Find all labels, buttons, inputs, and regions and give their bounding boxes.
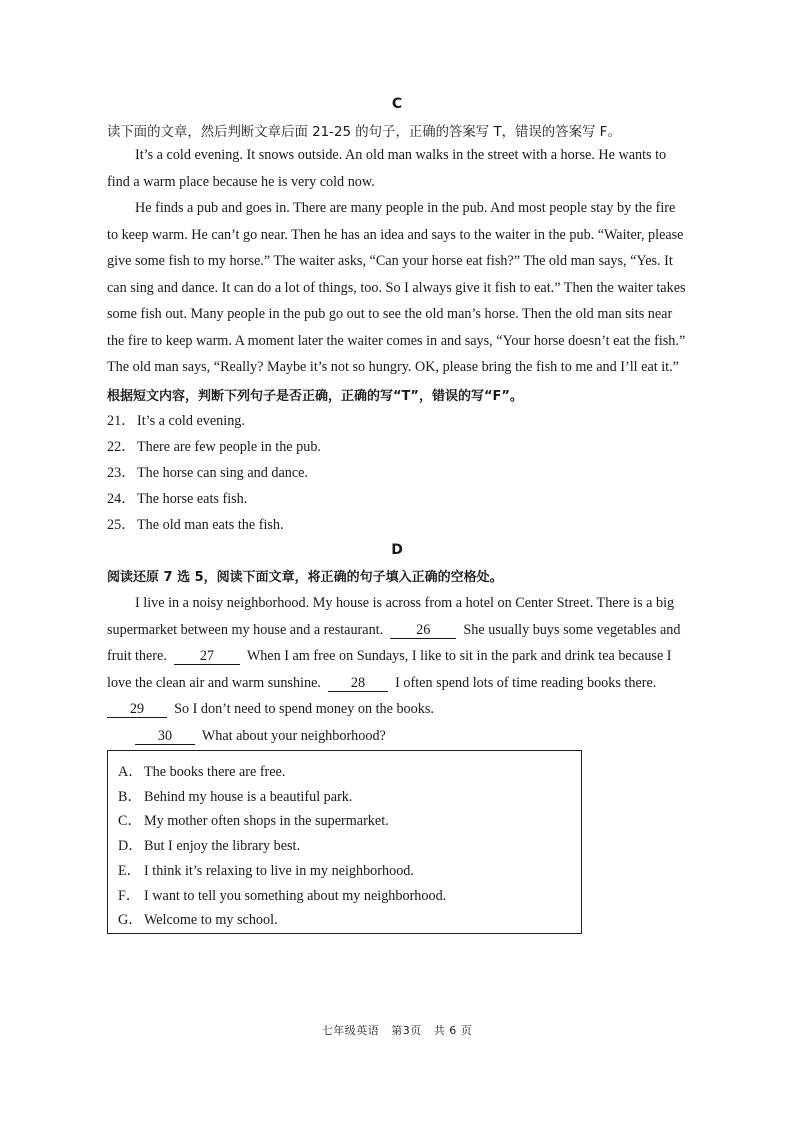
option-e: E． I think it’s relaxing to live in my neighborhood.: [118, 863, 414, 879]
passage-line: love the clean air and warm sunshine. 28 I often spend lots of time reading books there.: [107, 674, 657, 691]
passage-line: It’s a cold evening. It snows outside. An old man walks in the street with a horse. He wants to: [135, 147, 667, 163]
passage-line: some fish out. Many people in the pub go out to see the old man’s horse. Then the old man sits near: [107, 306, 673, 322]
passage-line: supermarket between my house and a restaurant. 26 She usually buys some vegetables and: [107, 621, 681, 638]
passage-line: to keep warm. He can’t go near. Then he has an idea and says to the waiter in the pub. “Waiter, please: [107, 226, 684, 243]
passage-line: I live in a noisy neighborhood. My house is across from a hotel on Center Street. There is a big: [135, 595, 675, 611]
question-25: 25． The old man eats the fish.: [107, 517, 284, 533]
passage-line: He finds a pub and goes in. There are many people in the pub. And most people stay by the fire: [135, 200, 676, 216]
option-a: A． The books there are free.: [118, 764, 286, 780]
footer-subject: 七年级英语: [321, 1024, 380, 1037]
answer-blank-30[interactable]: 30: [135, 728, 195, 745]
question-22: 22． There are few people in the pub.: [107, 439, 321, 455]
passage-line: give some fish to my horse.” The waiter asks, “Can your horse eat fish?” The old man says, “Yes. It: [107, 253, 673, 269]
options-box: [107, 750, 582, 934]
section-d-instruction: 阅读还原 7 选 5，阅读下面文章，将正确的句子填入正确的空格处。: [107, 570, 503, 585]
passage-c-paragraph-1: [107, 142, 721, 195]
option-b: B． Behind my house is a beautiful park.: [118, 789, 353, 805]
answer-blank-27[interactable]: 27: [174, 648, 240, 665]
section-c-task-instruction: 根据短文内容，判断下列句子是否正确，正确的写“T”，错误的写“F”。: [107, 389, 523, 404]
option-d: D． But I enjoy the library best.: [118, 838, 301, 854]
passage-line: 30 What about your neighborhood?: [107, 723, 721, 750]
passage-line: fruit there. 27 When I am free on Sundays, I like to sit in the park and drink tea because I: [107, 648, 672, 664]
passage-line: 29 So I don’t need to spend money on the books.: [107, 696, 721, 723]
footer-total-pages: 共 6 页: [433, 1024, 473, 1037]
section-d-heading: D: [391, 542, 403, 558]
section-c-heading: C: [391, 96, 403, 112]
option-g: G． Welcome to my school.: [118, 912, 278, 928]
passage-c-paragraph-2: [107, 195, 721, 381]
passage-line: The old man says, “Really? Maybe it’s not so hungry. OK, please bring the fish to me and I’ll eat it.”: [107, 359, 679, 375]
question-21: 21． It’s a cold evening.: [107, 413, 245, 429]
answer-blank-29[interactable]: 29: [107, 701, 167, 718]
passage-line: find a warm place because he is very cold now.: [107, 173, 375, 190]
answer-blank-26[interactable]: 26: [390, 622, 456, 639]
page-footer: [0, 1022, 794, 1038]
passage-d: [107, 590, 721, 749]
answer-blank-28[interactable]: 28: [328, 675, 388, 692]
passage-line: the fire to keep warm. A moment later the waiter comes in and says, “Your horse doesn’t eat the fish.”: [107, 332, 686, 349]
footer-page-number: 第3页: [391, 1024, 422, 1037]
passage-line: can sing and dance. It can do a lot of things, too. So I always give it fish to eat.” Then the waiter takes: [107, 279, 686, 296]
option-c: C． My mother often shops in the supermarket.: [118, 813, 389, 829]
section-c-instruction: 读下面的文章，然后判断文章后面 21-25 的句子，正确的答案写 T，错误的答案写 F。: [107, 125, 621, 140]
question-23: 23． The horse can sing and dance.: [107, 465, 308, 481]
question-24: 24． The horse eats fish.: [107, 491, 248, 507]
option-f: F． I want to tell you something about my neighborhood.: [118, 888, 447, 904]
